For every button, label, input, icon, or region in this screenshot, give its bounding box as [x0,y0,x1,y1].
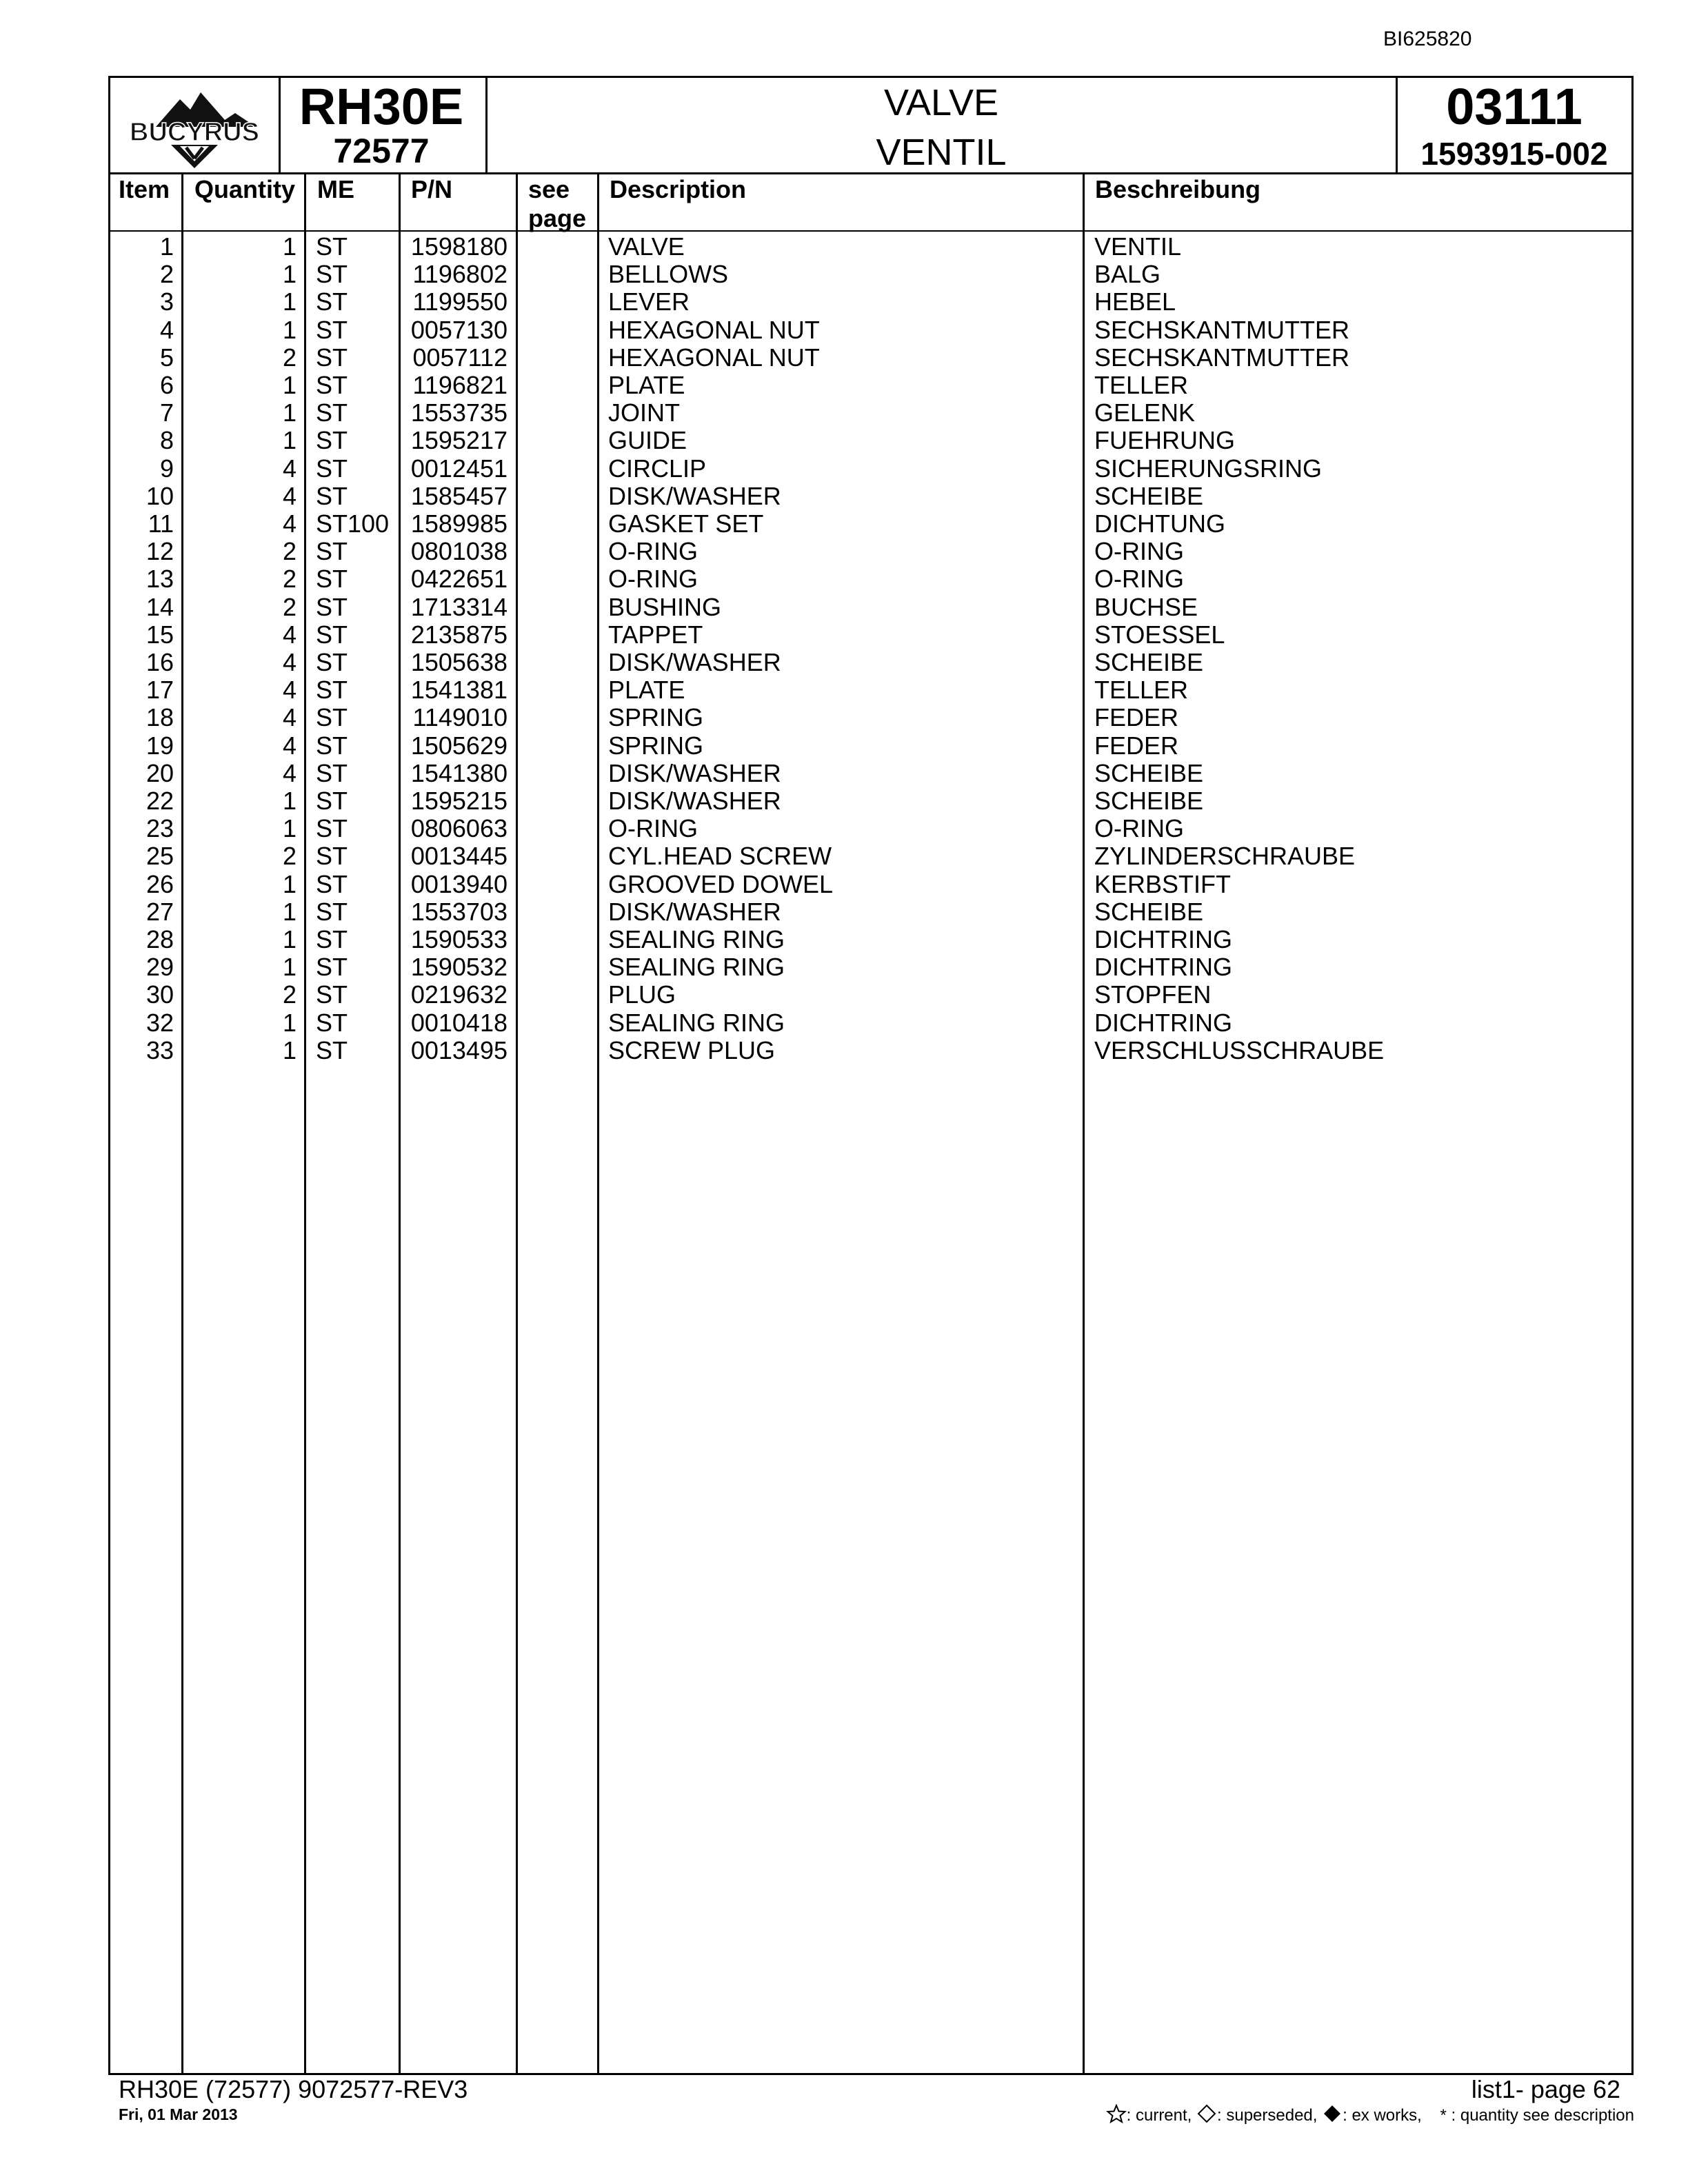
cell-beschreibung: STOESSEL [1094,620,1225,649]
cell-description: DISK/WASHER [608,481,781,510]
cell-item: 16 [145,648,174,676]
cell-quantity: 4 [282,703,297,732]
cell-me: ST [316,869,348,898]
col-header-quantity: Quantity [194,175,296,203]
cell-me: ST [316,398,348,427]
cell-item: 32 [145,1008,174,1037]
cell-beschreibung: FEDER [1094,703,1179,732]
cell-part-number: 0801038 [410,537,508,566]
cell-quantity: 4 [282,509,297,538]
cell-part-number: 2135875 [410,620,508,649]
cell-description: JOINT [608,398,680,427]
cell-beschreibung: O-RING [1094,565,1184,594]
cell-beschreibung: DICHTRING [1094,1008,1232,1037]
cell-item: 25 [145,842,174,871]
cell-part-number: 1553735 [410,398,508,427]
cell-me: ST [316,287,348,316]
cell-me: ST [316,731,348,760]
cell-item: 33 [145,1035,174,1064]
star-icon [1106,2104,1127,2128]
col-line-seepage [597,172,599,2075]
cell-me: ST [316,260,348,289]
cell-description: BELLOWS [608,260,729,289]
cell-part-number: 0010418 [410,1008,508,1037]
cell-beschreibung: KERBSTIFT [1094,869,1232,898]
cell-beschreibung: DICHTUNG [1094,509,1225,538]
cell-item: 20 [145,758,174,787]
col-header-item: Item [119,175,170,203]
diamond-outline-icon [1196,2104,1217,2128]
cell-me: ST [316,1008,348,1037]
title-german: VENTIL [876,132,1007,173]
cell-description: PLATE [608,676,685,705]
cell-item: 19 [145,731,174,760]
cell-quantity: 1 [282,398,297,427]
col-header-description: Description [610,175,747,203]
cell-beschreibung: SCHEIBE [1094,758,1204,787]
cell-quantity: 2 [282,980,297,1009]
cell-part-number: 1196802 [412,260,508,289]
cell-item: 28 [145,925,174,953]
cell-part-number: 1595217 [410,426,508,455]
cell-beschreibung: ZYLINDERSCHRAUBE [1094,842,1356,871]
cell-part-number: 1590532 [410,953,508,982]
legend-exworks-label: : ex works, [1343,2105,1422,2125]
cell-description: SEALING RING [608,925,785,953]
footer-legend [1062,2104,1634,2128]
cell-me: ST [316,537,348,566]
cell-me: ST [316,426,348,455]
cell-part-number: 0013445 [410,842,508,871]
cell-me: ST [316,676,348,705]
col-line-me [399,172,401,2075]
cell-me: ST [316,1035,348,1064]
cell-me: ST [316,315,348,344]
cell-part-number: 1541380 [410,758,508,787]
cell-quantity: 1 [282,260,297,289]
cell-quantity: 1 [282,814,297,843]
cell-me: ST [316,953,348,982]
cell-me: ST [316,343,348,372]
cell-quantity: 2 [282,842,297,871]
cell-part-number: 1199550 [412,287,508,316]
cell-quantity: 1 [282,897,297,926]
cell-me: ST [316,565,348,594]
cell-me: ST [316,703,348,732]
cell-beschreibung: SCHEIBE [1094,648,1204,676]
bucyrus-logo [114,79,274,170]
cell-part-number: 1505638 [410,648,508,676]
title-divider-2 [485,76,488,172]
cell-item: 5 [159,343,174,372]
cell-me: ST [316,648,348,676]
cell-item: 3 [159,287,174,316]
cell-beschreibung: BALG [1094,260,1161,289]
cell-me: ST [316,371,348,399]
col-header-page: page [528,204,587,232]
legend-current-label: : current, [1126,2105,1192,2125]
cell-me: ST [316,980,348,1009]
cell-part-number: 1598180 [410,232,508,261]
logo-text: BUCYRUS [130,118,259,147]
cell-description: GUIDE [608,426,687,455]
legend-superseded-label: : superseded, [1217,2105,1318,2125]
cell-description: SEALING RING [608,953,785,982]
cell-part-number: 0806063 [410,814,508,843]
cell-part-number: 1595215 [410,787,508,815]
cell-beschreibung: STOPFEN [1094,980,1212,1009]
cell-me: ST [316,787,348,815]
cell-me: ST [316,454,348,483]
cell-item: 12 [145,537,174,566]
cell-item: 27 [145,897,174,926]
cell-item: 13 [145,565,174,594]
cell-me: ST [316,897,348,926]
cell-item: 9 [159,454,174,483]
cell-description: SPRING [608,731,704,760]
col-line-description [1083,172,1085,2075]
cell-description: SEALING RING [608,1008,785,1037]
cell-quantity: 4 [282,731,297,760]
cell-me: ST [316,232,348,261]
cell-item: 1 [159,232,174,261]
legend-quantity-label: * : quantity see description [1440,2105,1634,2125]
cell-description: HEXAGONAL NUT [608,343,820,372]
col-line-pn [516,172,518,2075]
col-header-me: ME [317,175,354,203]
group-number: 03111 [1446,78,1582,135]
cell-quantity: 2 [282,537,297,566]
cell-item: 17 [145,676,174,705]
cell-part-number: 0012451 [410,454,508,483]
cell-me: ST [316,592,348,621]
cell-item: 2 [159,260,174,289]
cell-quantity: 1 [282,287,297,316]
cell-beschreibung: SCHEIBE [1094,897,1204,926]
cell-description: O-RING [608,565,698,594]
cell-beschreibung: SECHSKANTMUTTER [1094,343,1350,372]
cell-quantity: 1 [282,953,297,982]
cell-beschreibung: BUCHSE [1094,592,1198,621]
cell-item: 15 [145,620,174,649]
cell-part-number: 1149010 [412,703,508,732]
cell-part-number: 0013495 [410,1035,508,1064]
cell-quantity: 2 [282,565,297,594]
cell-beschreibung: TELLER [1094,676,1189,705]
cell-item: 26 [145,869,174,898]
serial-number: 72577 [333,132,430,170]
document-id: BI625820 [1383,28,1472,50]
cell-part-number: 1589985 [410,509,508,538]
cell-description: DISK/WASHER [608,648,781,676]
cell-description: GROOVED DOWEL [608,869,834,898]
cell-beschreibung: SCHEIBE [1094,787,1204,815]
cell-quantity: 4 [282,676,297,705]
cell-part-number: 1713314 [410,592,508,621]
cell-item: 22 [145,787,174,815]
cell-beschreibung: SCHEIBE [1094,481,1204,510]
cell-part-number: 1585457 [410,481,508,510]
cell-me: ST [316,620,348,649]
cell-part-number: 1590533 [410,925,508,953]
cell-beschreibung: DICHTRING [1094,953,1232,982]
cell-description: TAPPET [608,620,703,649]
cell-beschreibung: VERSCHLUSSCHRAUBE [1094,1035,1385,1064]
cell-beschreibung: SICHERUNGSRING [1094,454,1323,483]
cell-description: HEXAGONAL NUT [608,315,820,344]
col-line-quantity [304,172,306,2075]
cell-item: 29 [145,953,174,982]
cell-me: ST [316,814,348,843]
col-header-beschreibung: Beschreibung [1095,175,1261,203]
cell-quantity: 4 [282,648,297,676]
cell-beschreibung: VENTIL [1094,232,1182,261]
cell-item: 14 [145,592,174,621]
cell-description: CIRCLIP [608,454,707,483]
cell-part-number: 0013940 [410,869,508,898]
cell-description: DISK/WASHER [608,758,781,787]
cell-quantity: 1 [282,1008,297,1037]
cell-quantity: 4 [282,481,297,510]
cell-description: O-RING [608,814,698,843]
cell-part-number: 0219632 [410,980,508,1009]
cell-quantity: 2 [282,343,297,372]
cell-part-number: 1553703 [410,897,508,926]
cell-item: 8 [159,426,174,455]
cell-description: BUSHING [608,592,722,621]
cell-beschreibung: DICHTRING [1094,925,1232,953]
cell-description: PLUG [608,980,676,1009]
cell-me: ST [316,758,348,787]
cell-part-number: 0057112 [412,343,508,372]
column-header-divider [108,230,1634,232]
cell-quantity: 1 [282,925,297,953]
cell-quantity: 1 [282,869,297,898]
cell-me: ST [316,842,348,871]
cell-item: 11 [148,509,174,538]
cell-quantity: 2 [282,592,297,621]
title-english: VALVE [883,82,999,123]
cell-item: 30 [145,980,174,1009]
cell-quantity: 1 [282,371,297,399]
cell-quantity: 1 [282,426,297,455]
footer-document-ref: RH30E (72577) 9072577-REV3 [119,2075,468,2103]
footer-page-number: list1- page 62 [1471,2075,1620,2103]
cell-beschreibung: HEBEL [1094,287,1176,316]
cell-quantity: 1 [282,787,297,815]
cell-description: LEVER [608,287,690,316]
col-header-pn: P/N [411,175,453,203]
cell-description: O-RING [608,537,698,566]
cell-item: 7 [159,398,174,427]
cell-beschreibung: O-RING [1094,814,1184,843]
cell-part-number: 0422651 [410,565,508,594]
cell-item: 23 [145,814,174,843]
cell-description: VALVE [608,232,685,261]
cell-part-number: 1196821 [412,371,508,399]
cell-me: ST100 [316,509,390,538]
cell-item: 4 [159,315,174,344]
cell-part-number: 0057130 [410,315,508,344]
title-divider-1 [279,76,281,172]
cell-beschreibung: FUEHRUNG [1094,426,1235,455]
cell-item: 6 [159,371,174,399]
diamond-filled-icon [1322,2104,1343,2128]
cell-description: DISK/WASHER [608,787,781,815]
cell-beschreibung: O-RING [1094,537,1184,566]
cell-beschreibung: TELLER [1094,371,1189,399]
footer-date: Fri, 01 Mar 2013 [119,2105,238,2123]
cell-quantity: 1 [282,232,297,261]
cell-quantity: 4 [282,454,297,483]
cell-description: PLATE [608,371,685,399]
cell-quantity: 4 [282,620,297,649]
cell-description: SPRING [608,703,704,732]
cell-description: CYL.HEAD SCREW [608,842,832,871]
cell-beschreibung: FEDER [1094,731,1179,760]
model-number: RH30E [299,78,464,135]
cell-quantity: 4 [282,758,297,787]
cell-part-number: 1505629 [410,731,508,760]
cell-description: DISK/WASHER [608,897,781,926]
cell-quantity: 1 [282,315,297,344]
cell-quantity: 1 [282,1035,297,1064]
cell-beschreibung: GELENK [1094,398,1196,427]
cell-description: SCREW PLUG [608,1035,776,1064]
cell-me: ST [316,925,348,953]
cell-description: GASKET SET [608,509,764,538]
cell-item: 10 [145,481,174,510]
col-header-see: see [528,175,570,203]
cell-beschreibung: SECHSKANTMUTTER [1094,315,1350,344]
assembly-part-number: 1593915-002 [1420,136,1608,172]
cell-item: 18 [145,703,174,732]
cell-part-number: 1541381 [410,676,508,705]
cell-me: ST [316,481,348,510]
